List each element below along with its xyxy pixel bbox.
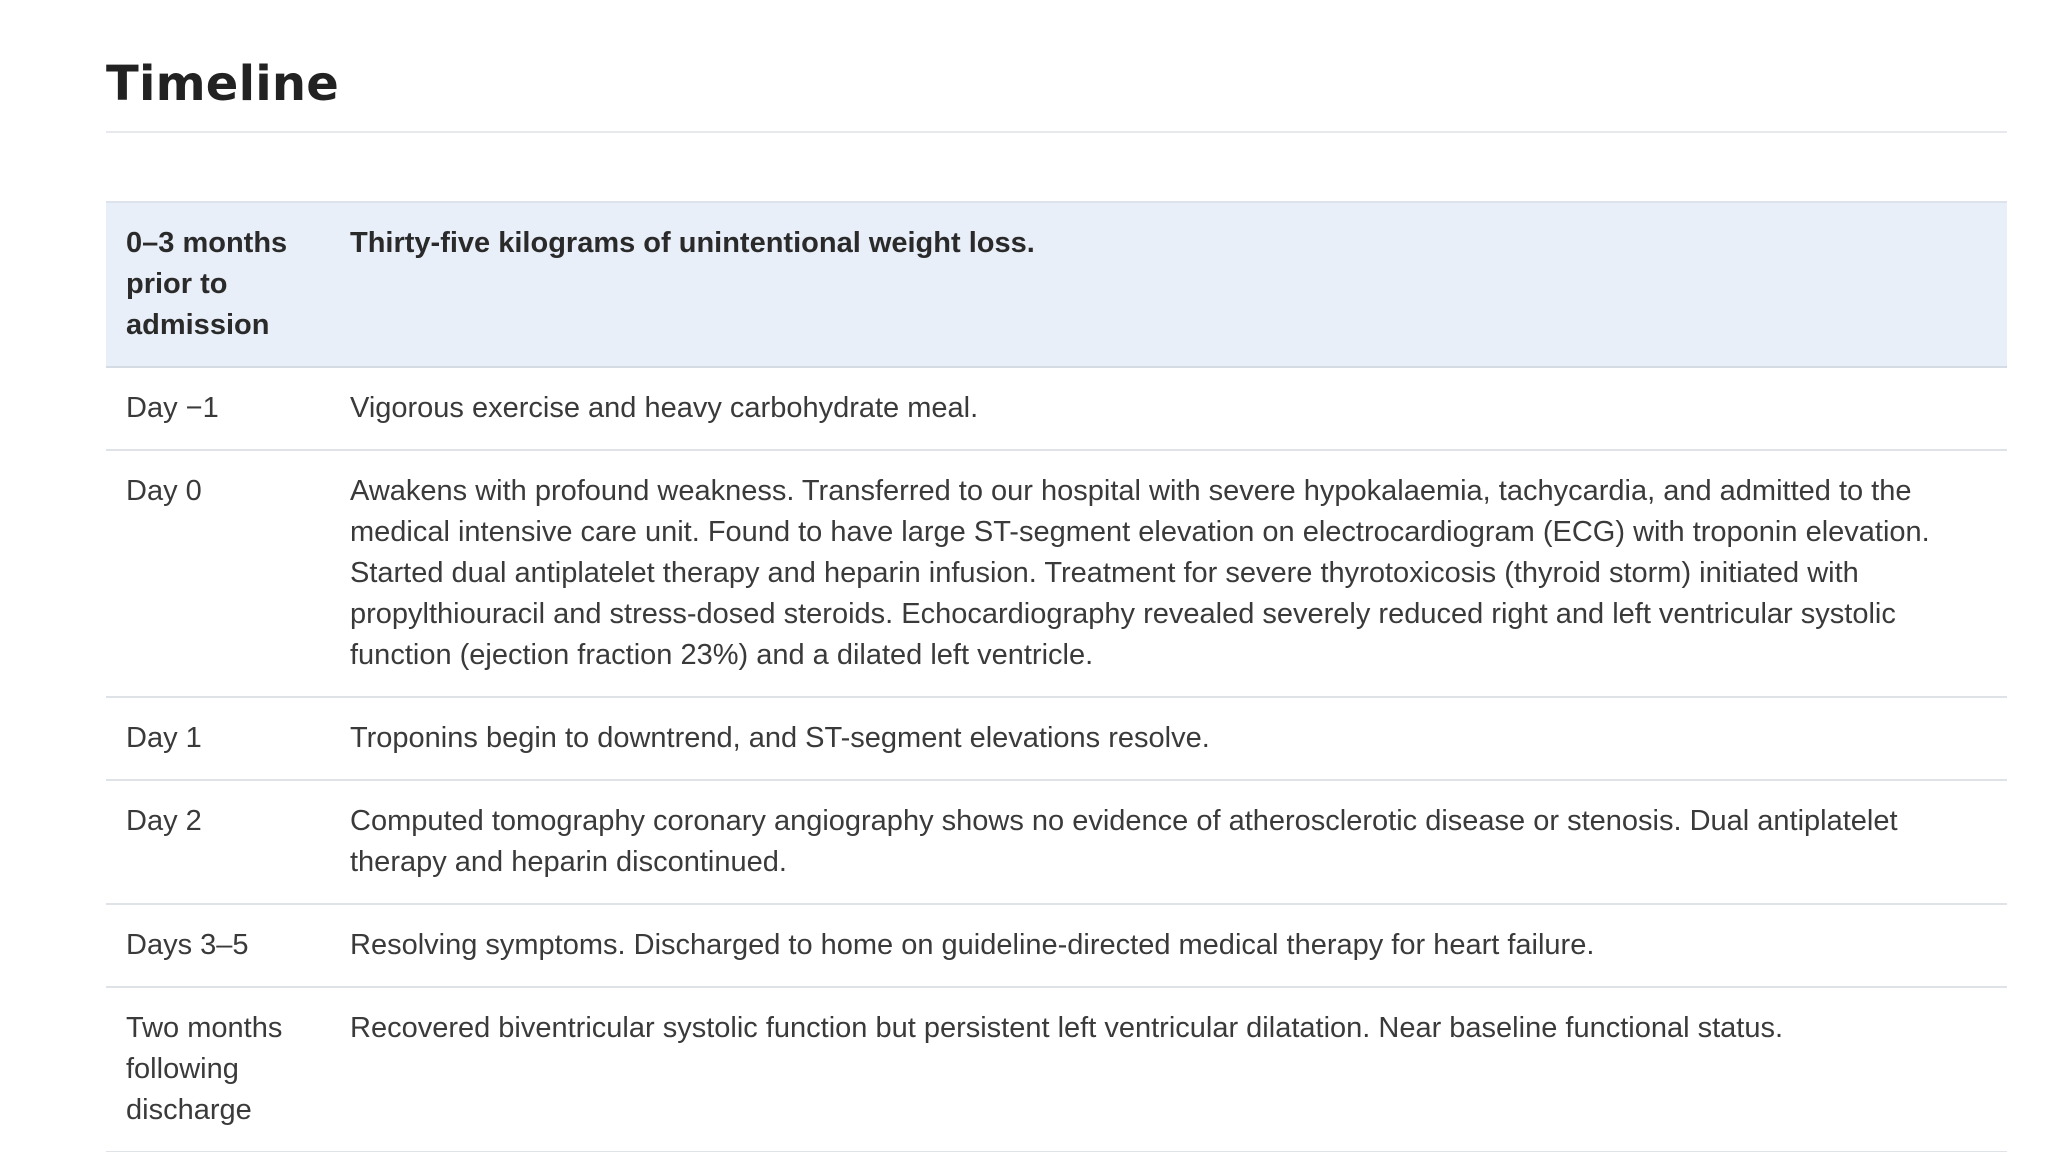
page-title: Timeline xyxy=(106,56,339,112)
timeline-time-cell: Two months following discharge xyxy=(126,1012,283,1126)
timeline-time-cell: Day −1 xyxy=(126,392,219,424)
timeline-event-cell: Thirty-five kilograms of unintentional weight loss. xyxy=(350,227,1035,259)
timeline-event-cell: Awakens with profound weakness. Transferred to our hospital with severe hypokalaemia, tachycardia, and admitted to the medical intensive care unit. Found to have large ST-segment elevation on electrocardiogram (ECG) with troponin elevation. Started dual antiplatelet therapy and heparin infusion. Treatment for severe thyrotoxicosis (thyroid storm) initiated with propylthiouracil and stress-dosed steroids. Echocardiography revealed severely reduced right and left ventricular systolic function (ejection fraction 23%) and a dilated left ventricle. xyxy=(350,475,1930,671)
timeline-row xyxy=(106,780,2007,904)
timeline-time-cell: Day 2 xyxy=(126,805,202,837)
timeline-row xyxy=(106,697,2007,780)
timeline-time-cell: Day 1 xyxy=(126,722,202,754)
timeline-time-cell: Days 3–5 xyxy=(126,929,249,961)
timeline-row xyxy=(106,987,2007,1152)
timeline-event-cell: Troponins begin to downtrend, and ST-segment elevations resolve. xyxy=(350,722,1210,754)
timeline-time-cell: Day 0 xyxy=(126,475,202,507)
timeline-event-cell: Resolving symptoms. Discharged to home on guideline-directed medical therapy for heart failure. xyxy=(350,929,1595,961)
timeline-time-cell: 0–3 months prior to admission xyxy=(126,227,288,341)
timeline-event-cell: Recovered biventricular systolic function but persistent left ventricular dilatation. Near baseline functional status. xyxy=(350,1012,1784,1044)
timeline-row xyxy=(106,367,2007,450)
title-divider xyxy=(106,131,2007,133)
timeline-table xyxy=(106,201,2007,1152)
timeline-event-cell: Computed tomography coronary angiography shows no evidence of atherosclerotic disease or stenosis. Dual antiplatelet therapy and heparin discontinued. xyxy=(350,805,1898,878)
timeline-event-cell: Vigorous exercise and heavy carbohydrate meal. xyxy=(350,392,979,424)
timeline-row-header xyxy=(106,202,2007,367)
timeline-row xyxy=(106,904,2007,987)
timeline-row xyxy=(106,450,2007,697)
